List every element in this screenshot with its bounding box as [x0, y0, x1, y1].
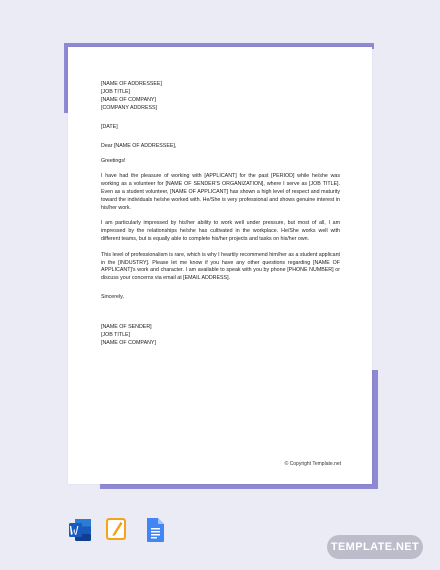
copyright-text: © Copyright Template.net [284, 461, 341, 467]
sender-company: [NAME OF COMPANY] [101, 339, 156, 346]
paragraph-3: This level of professionalism is rare, which is why I heartily recommend him/her as a student applicant in the [INDUSTRY]. Please let me know if you have any other questions regarding [NAME OF APPLICANT]'s work and character. I am available to speak with you by phone [PHONE NUMBER] or discuss your concerns via email at [EMAIL ADDRESS]. [101, 251, 340, 282]
paragraph-1: I have had the pleasure of working with [APPLICANT] for the past [PERIOD] while he/she was working as a volunteer for [NAME OF SENDER'S ORGANIZATION], where I serve as [JOB TITLE]. Even as a student volunteer, [NAME OF APPLICANT] has shown a high level of respect and maturity toward the individuals he/she worked with. He/She is very professional and shows genuine interest in his/her work. [101, 173, 340, 211]
letter-page [68, 47, 372, 484]
greeting: Greetings! [101, 157, 126, 164]
google-docs-icon[interactable] [145, 517, 167, 543]
sender-job-title: [JOB TITLE] [101, 332, 131, 339]
letter-date: [DATE] [101, 123, 118, 130]
word-icon[interactable] [68, 517, 90, 543]
addressee-company: [NAME OF COMPANY] [101, 96, 156, 103]
addressee-address: [COMPANY ADDRESS] [101, 104, 158, 111]
addressee-name: [NAME OF ADDRESSEE] [101, 81, 162, 87]
letter-body [101, 81, 340, 348]
accent-corner-bottom-right-edge [372, 370, 378, 489]
template-net-brand-badge[interactable]: TEMPLATE.NET [327, 535, 423, 559]
pages-icon[interactable] [105, 517, 127, 543]
addressee-job-title: [JOB TITLE] [101, 88, 131, 95]
paragraph-2: I am particularly impressed by his/her ability to work well under pressure, but most of all, I am impressed by the relationships he/she has cultivated in the workplace. He/She works well with different teams, but is equally able to complete his/her projects and tasks on his/her own. [101, 220, 340, 243]
salutation: Dear [NAME OF ADDRESSEE], [101, 142, 177, 149]
sender-name: [NAME OF SENDER] [101, 324, 152, 331]
closing: Sincerely, [101, 294, 124, 301]
